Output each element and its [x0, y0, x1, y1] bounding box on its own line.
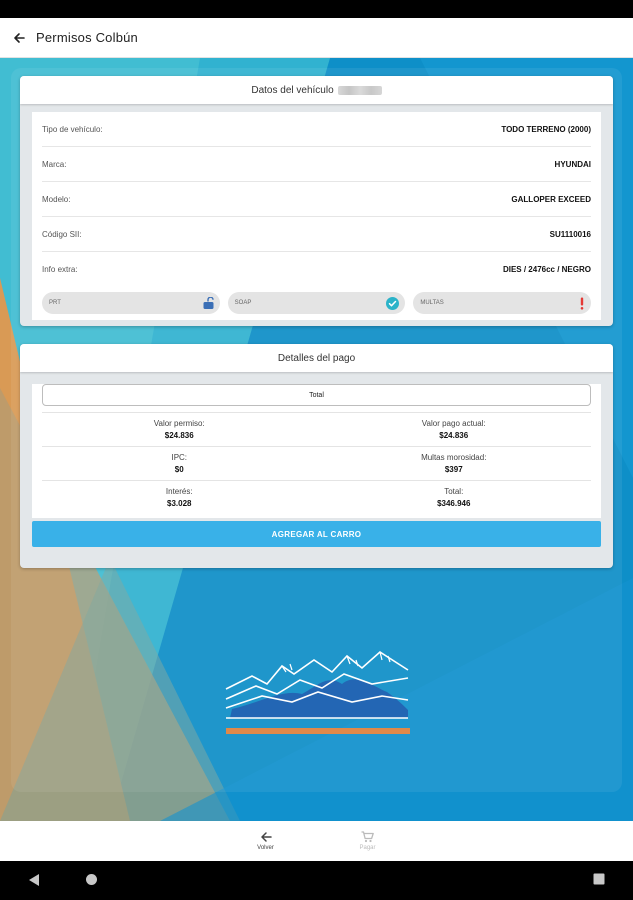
nav-back[interactable] [246, 821, 286, 861]
info-value: HYUNDAI [554, 159, 591, 169]
system-nav-bar [0, 861, 633, 900]
nav-back-label: Volver [257, 845, 274, 851]
pay-value: $0 [174, 464, 184, 474]
info-row-sii-code [42, 217, 591, 252]
badge-label: SOAP [234, 300, 252, 306]
info-label: Modelo: [42, 194, 71, 204]
pay-value: $397 [444, 464, 463, 474]
nav-pay-label: Pagar [359, 845, 376, 851]
pay-value: $24.836 [439, 430, 469, 440]
pay-cell [42, 413, 317, 446]
pay-cell [317, 413, 592, 446]
pay-value: $346.946 [437, 498, 471, 508]
back-button[interactable] [2, 18, 36, 58]
exclamation-icon [579, 297, 585, 310]
main-content[interactable] [0, 58, 633, 821]
payment-row [42, 446, 591, 480]
badge-prt[interactable] [42, 292, 220, 314]
vehicle-card-title: Datos del vehículo [251, 84, 334, 96]
recents-square-icon[interactable] [593, 873, 605, 885]
add-to-cart-button[interactable]: AGREGAR AL CARRO [32, 521, 601, 547]
badge-multas[interactable] [413, 292, 591, 314]
nav-pay[interactable] [348, 821, 388, 861]
pay-cell [42, 447, 317, 480]
pay-label: Interés: [165, 486, 193, 496]
pay-label: Valor permiso: [153, 418, 205, 428]
info-value: TODO TERRENO (2000) [501, 124, 591, 134]
arrow-left-icon [260, 831, 272, 843]
status-badges [42, 286, 591, 320]
cart-icon [361, 831, 374, 843]
info-value: GALLOPER EXCEED [511, 194, 591, 204]
home-circle-icon[interactable] [85, 873, 98, 886]
vehicle-info-list [32, 112, 601, 320]
arrow-left-icon [13, 32, 25, 44]
status-bar [0, 0, 633, 18]
badge-label: PRT [49, 300, 61, 306]
back-triangle-icon[interactable] [28, 873, 40, 887]
info-row-model [42, 182, 591, 217]
payment-details [32, 384, 601, 518]
pay-value: $3.028 [167, 498, 192, 508]
info-row-brand [42, 147, 591, 182]
pay-label: Multas morosidad: [421, 452, 487, 462]
pay-label: IPC: [171, 452, 188, 462]
pay-cell [317, 447, 592, 480]
lock-open-icon [203, 297, 214, 309]
bottom-navigation [0, 821, 633, 861]
info-value: DIES / 2476cc / NEGRO [502, 264, 591, 274]
info-row-extra [42, 252, 591, 286]
app-title: Permisos Colbún [36, 30, 138, 45]
info-label: Código SII: [42, 229, 82, 239]
payment-row [42, 412, 591, 446]
info-label: Tipo de vehículo: [42, 124, 103, 134]
pay-label: Total: [444, 486, 464, 496]
payment-row [42, 480, 591, 514]
info-label: Marca: [42, 159, 67, 169]
colbun-logo [222, 644, 412, 736]
pay-label: Valor pago actual: [421, 418, 486, 428]
info-label: Info extra: [42, 264, 78, 274]
info-row-type [42, 112, 591, 147]
payment-card [20, 344, 613, 568]
vehicle-card [20, 76, 613, 326]
badge-label: MULTAS [420, 300, 444, 306]
payment-card-title: Detalles del pago [277, 352, 356, 364]
app-bar [0, 18, 633, 58]
total-tab[interactable]: Total [42, 384, 591, 406]
info-value: SU1110016 [549, 229, 591, 239]
check-circle-icon [386, 297, 399, 310]
badge-soap[interactable] [228, 292, 406, 314]
pay-value: $24.836 [164, 430, 194, 440]
pay-cell [42, 481, 317, 514]
vehicle-card-header [20, 76, 613, 104]
pay-cell [317, 481, 592, 514]
payment-card-header [20, 344, 613, 372]
license-plate-redacted [338, 86, 382, 95]
